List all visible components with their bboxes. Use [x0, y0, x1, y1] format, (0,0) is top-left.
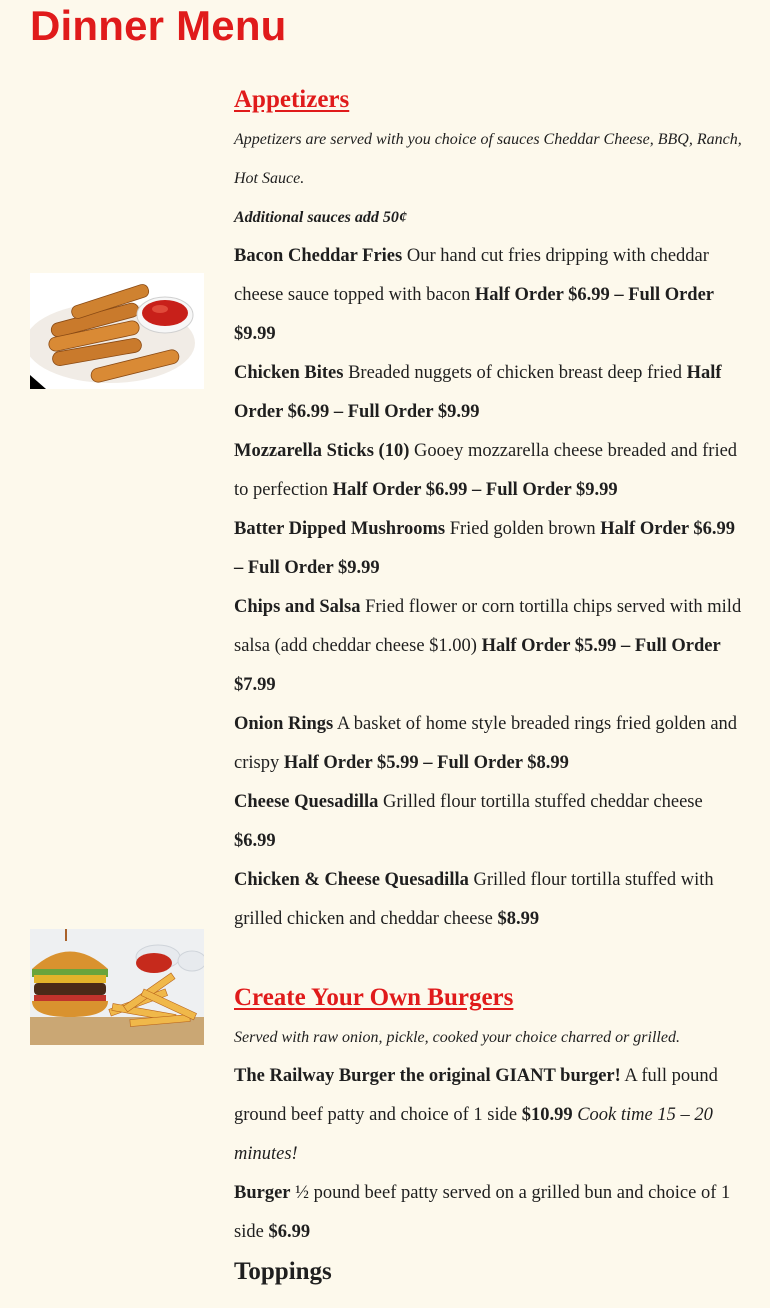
menu-item: [234, 783, 744, 861]
menu-item-name: Bacon Cheddar Fries: [234, 246, 403, 266]
menu-item-price: $8.99: [497, 909, 540, 929]
menu-item: [234, 588, 744, 705]
menu-item-name: Batter Dipped Mushrooms: [234, 519, 446, 539]
menu-item-name: Cheese Quesadilla: [234, 792, 379, 812]
menu-item-description: Fried flower or corn tortilla chips served with mild salsa (add cheddar cheese $1.00): [234, 597, 742, 656]
menu-item-description: Gooey mozzarella cheese breaded and fried to perfection: [234, 441, 738, 500]
menu-item-name: Burger: [234, 1183, 291, 1203]
menu-item: [234, 354, 744, 432]
burgers-intro: Served with raw onion, pickle, cooked your choice charred or grilled.: [234, 1029, 680, 1046]
menu-item: [234, 861, 744, 939]
menu-item-description: Grilled flour tortilla stuffed cheddar cheese: [383, 792, 703, 812]
menu-item-name: Mozzarella Sticks (10): [234, 441, 410, 461]
menu-item-description: A basket of home style breaded rings fried golden and crispy: [234, 714, 738, 773]
menu-item-name: Chicken Bites: [234, 363, 344, 383]
menu-item-price: $6.99: [268, 1222, 311, 1242]
menu-item: [234, 705, 744, 783]
burger-list: [234, 1057, 744, 1252]
burgers-heading: Create Your Own Burgers: [234, 984, 514, 1011]
menu-content: [234, 80, 744, 1292]
menu-item-description: Grilled flour tortilla stuffed with grilled chicken and cheddar cheese: [234, 870, 714, 929]
menu-item: [234, 510, 744, 588]
menu-item-description: ½ pound beef patty served on a grilled bun and choice of 1 side: [234, 1183, 731, 1242]
appetizers-intro: Appetizers are served with you choice of sauces Cheddar Cheese, BBQ, Ranch, Hot Sauce.: [234, 131, 742, 187]
menu-item-name: The Railway Burger the original GIANT burger!: [234, 1066, 621, 1086]
appetizers-section: [234, 80, 744, 939]
menu-item-price: $6.99: [234, 831, 276, 851]
page-title: Dinner Menu: [30, 2, 287, 49]
menu-item-description: A full pound ground beef patty and choice of 1 side: [234, 1066, 718, 1125]
menu-item: [234, 237, 744, 354]
menu-item-description: Fried golden brown: [449, 519, 596, 539]
menu-item-name: Chicken & Cheese Quesadilla: [234, 870, 469, 890]
menu-item-name: Onion Rings: [234, 714, 334, 734]
sauce-note: Additional sauces add 50¢: [234, 209, 407, 226]
mozzarella-sticks-photo: [30, 273, 204, 389]
menu-item-price: Half Order $5.99 – Full Order $7.99: [234, 636, 721, 695]
menu-item-price: Half Order $6.99 – Full Order $9.99: [234, 519, 736, 578]
menu-item-price: Half Order $6.99 – Full Order $9.99: [332, 480, 618, 500]
menu-item-price: Half Order $5.99 – Full Order $8.99: [283, 753, 569, 773]
menu-item-price: $10.99: [521, 1105, 573, 1125]
menu-item-price: Half Order $6.99 – Full Order $9.99: [234, 363, 722, 422]
appetizer-list: [234, 237, 744, 939]
menu-item-description: Breaded nuggets of chicken breast deep fried: [348, 363, 682, 383]
burgers-section: [234, 978, 744, 1252]
toppings-heading: Toppings: [234, 1258, 332, 1285]
menu-item-note: Cook time 15 – 20 minutes!: [234, 1105, 713, 1164]
menu-item: [234, 432, 744, 510]
menu-item-name: Chips and Salsa: [234, 597, 361, 617]
menu-item-price: Half Order $6.99 – Full Order $9.99: [234, 285, 714, 344]
menu-item: [234, 1057, 744, 1174]
menu-item: [234, 1174, 744, 1252]
menu-item-description: Our hand cut fries dripping with cheddar cheese sauce topped with bacon: [234, 246, 709, 305]
burger-and-fries-photo: [30, 929, 204, 1045]
appetizers-heading: Appetizers: [234, 86, 350, 113]
